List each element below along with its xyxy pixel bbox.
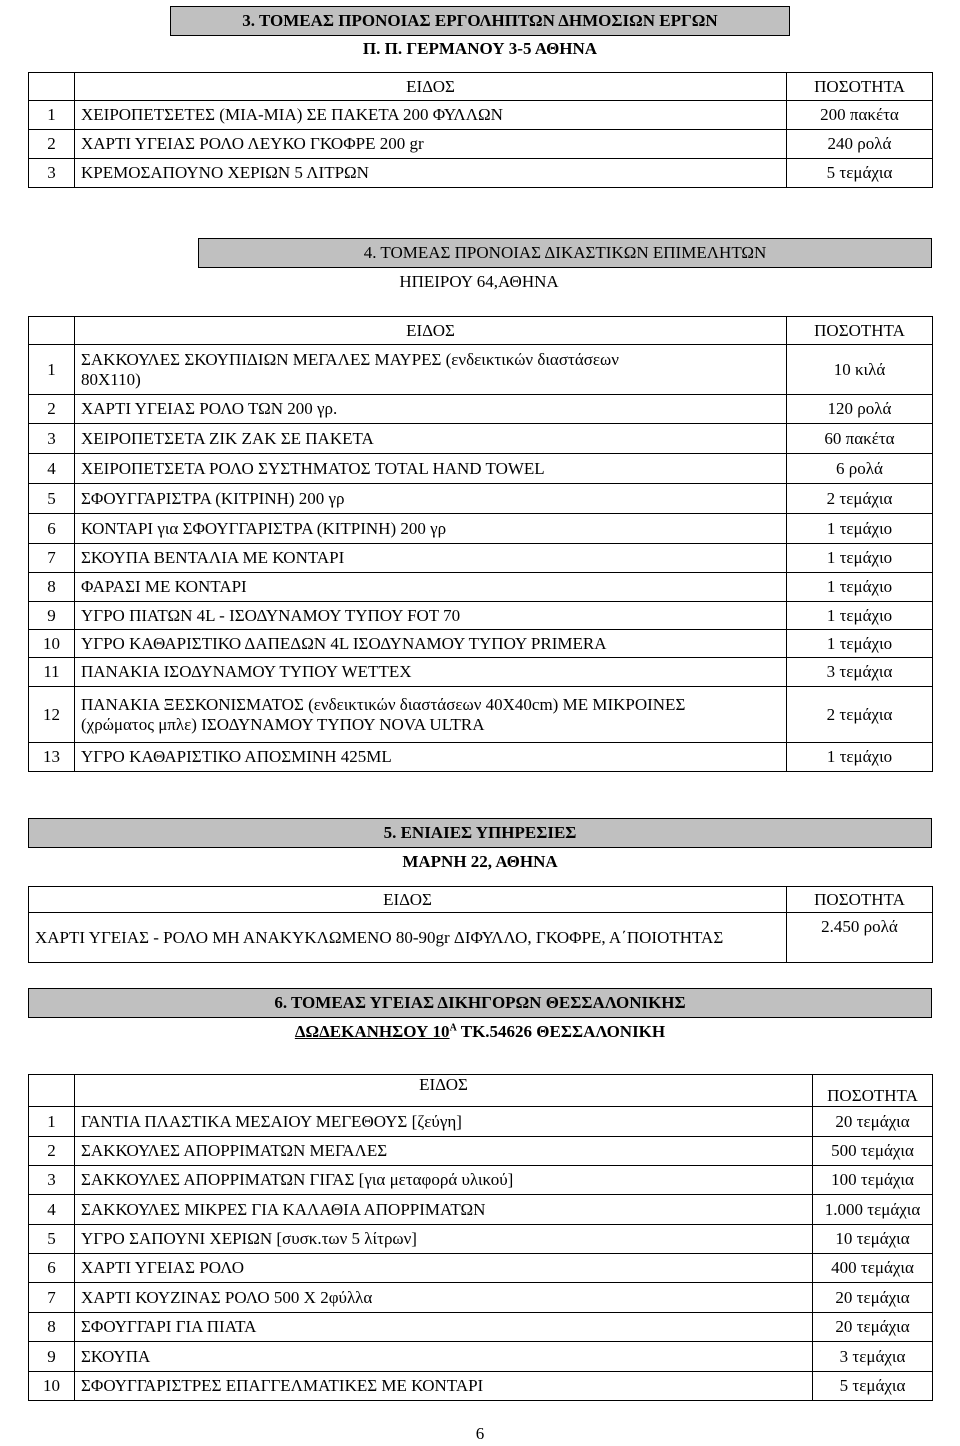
row-qty: 60 πακέτα <box>787 424 933 454</box>
table-row <box>29 130 933 159</box>
row-qty: 10 κιλά <box>787 345 933 395</box>
table-row <box>29 1107 933 1137</box>
row-number: 13 <box>29 743 75 772</box>
row-number: 7 <box>29 544 75 573</box>
row-qty: 1.000 τεμάχια <box>813 1195 933 1225</box>
table-row <box>29 743 933 772</box>
section-6-corner <box>29 1075 75 1107</box>
row-number: 2 <box>29 130 75 159</box>
row-number: 2 <box>29 1137 75 1166</box>
section-6-title: 6. ΤΟΜΕΑΣ ΥΓΕΙΑΣ ΔΙΚΗΓΟΡΩΝ ΘΕΣΣΑΛΟΝΙΚΗΣ <box>274 993 686 1012</box>
row-number: 3 <box>29 1166 75 1195</box>
section-5-table <box>28 886 933 963</box>
row-qty: 1 τεμάχιο <box>787 743 933 772</box>
row-item: ΧΑΡΤΙ ΥΓΕΙΑΣ ΡΟΛΟ ΛΕΥΚΟ ΓΚΟΦΡΕ 200 gr <box>75 130 787 159</box>
table-row <box>29 1372 933 1401</box>
section-4-title-bar <box>198 238 932 268</box>
table-row <box>29 1342 933 1372</box>
row-qty: 2 τεμάχια <box>787 484 933 514</box>
section-5-col-item: ΕΙΔΟΣ <box>29 887 787 913</box>
table-row <box>29 101 933 130</box>
section-3-title-bar <box>170 6 790 36</box>
table-row <box>29 1195 933 1225</box>
row-item: ΣΦΟΥΓΓΑΡΙΣΤΡΑ (ΚΙΤΡΙΝΗ) 200 γρ <box>75 484 787 514</box>
table-row <box>29 424 933 454</box>
row-item: ΧΕΙΡΟΠΕΤΣΕΤΑ ΖΙΚ ΖΑΚ ΣΕ ΠΑΚΕΤΑ <box>75 424 787 454</box>
row-qty: 2 τεμάχια <box>787 687 933 743</box>
row-number: 3 <box>29 424 75 454</box>
section-3-col-item: ΕΙΔΟΣ <box>75 73 787 101</box>
row-qty: 6 ρολά <box>787 454 933 484</box>
row-item: ΣΑΚΚΟΥΛΕΣ ΣΚΟΥΠΙΔΙΩΝ ΜΕΓΑΛΕΣ ΜΑΥΡΕΣ (ενδεικτικών διαστάσεων 80Χ110) <box>75 345 787 395</box>
row-item: ΧΑΡΤΙ ΥΓΕΙΑΣ - ΡΟΛΟ ΜΗ ΑΝΑΚΥΚΛΩΜΕΝΟ 80-90gr ΔΙΦΥΛΛΟ, ΓΚΟΦΡΕ, Α΄ΠΟΙΟΤΗΤΑΣ <box>29 913 787 963</box>
table-row <box>29 395 933 424</box>
row-number: 1 <box>29 1107 75 1137</box>
row-number: 5 <box>29 484 75 514</box>
section-3-title: 3. ΤΟΜΕΑΣ ΠΡΟΝΟΙΑΣ ΕΡΓΟΛΗΠΤΩΝ ΔΗΜΟΣΙΩΝ ΕΡΓΩΝ <box>242 11 718 30</box>
page-number: 6 <box>475 1424 485 1443</box>
row-qty: 120 ρολά <box>787 395 933 424</box>
row-number: 9 <box>29 602 75 630</box>
section-6-col-qty: ΠΟΣΟΤΗΤΑ <box>813 1075 933 1107</box>
section-5-title-bar <box>28 818 932 848</box>
table-row <box>29 1283 933 1313</box>
section-6-address-sup: Α <box>449 1022 457 1034</box>
section-3-address: Π. Π. ΓΕΡΜΑΝΟΥ 3-5 ΑΘΗΝΑ <box>362 39 598 58</box>
row-qty: 240 ρολά <box>787 130 933 159</box>
row-item: ΣΦΟΥΓΓΑΡΙΣΤΡΕΣ ΕΠΑΓΓΕΛΜΑΤΙΚΕΣ ΜΕ ΚΟΝΤΑΡΙ <box>75 1372 813 1401</box>
section-6-table <box>28 1074 933 1401</box>
row-item: ΣΑΚΚΟΥΛΕΣ ΑΠΟΡΡΙΜΑΤΩΝ ΓΙΓΑΣ [για μεταφορά υλικού] <box>75 1166 813 1195</box>
table-row <box>29 1225 933 1254</box>
row-number: 5 <box>29 1225 75 1254</box>
table-row <box>29 514 933 544</box>
row-item: ΦΑΡΑΣΙ ΜΕ ΚΟΝΤΑΡΙ <box>75 573 787 602</box>
row-qty: 1 τεμάχιο <box>787 602 933 630</box>
table-row <box>29 1254 933 1283</box>
section-6-address-street: ΔΩΔΕΚΑΝΗΣΟΥ 10 <box>294 1022 450 1041</box>
row-qty: 10 τεμάχια <box>813 1225 933 1254</box>
row-item: ΧΕΙΡΟΠΕΤΣΕΤΕΣ (ΜΙΑ-ΜΙΑ) ΣΕ ΠΑΚΕΤΑ 200 ΦΥΛΛΩΝ <box>75 101 787 130</box>
row-item: ΣΚΟΥΠΑ ΒΕΝΤΑΛΙΑ ΜΕ ΚΟΝΤΑΡΙ <box>75 544 787 573</box>
table-row <box>29 1313 933 1342</box>
row-qty: 1 τεμάχιο <box>787 544 933 573</box>
section-6-address <box>28 1020 932 1044</box>
section-5-title: 5. ΕΝΙΑΙΕΣ ΥΠΗΡΕΣΙΕΣ <box>383 823 577 842</box>
row-item: ΓΑΝΤΙΑ ΠΛΑΣΤΙΚΑ ΜΕΣΑΙΟΥ ΜΕΓΕΘΟΥΣ [ζεύγη] <box>75 1107 813 1137</box>
row-item: ΣΑΚΚΟΥΛΕΣ ΜΙΚΡΕΣ ΓΙΑ ΚΑΛΑΘΙΑ ΑΠΟΡΡΙΜΑΤΩΝ <box>75 1195 813 1225</box>
row-number: 12 <box>29 687 75 743</box>
row-item: ΣΚΟΥΠΑ <box>75 1342 813 1372</box>
row-qty: 3 τεμάχια <box>813 1342 933 1372</box>
row-qty: 3 τεμάχια <box>787 658 933 687</box>
table-row <box>29 454 933 484</box>
row-number: 10 <box>29 1372 75 1401</box>
row-item: ΥΓΡΟ ΚΑΘΑΡΙΣΤΙΚΟ ΔΑΠΕΔΩΝ 4L ΙΣΟΔΥΝΑΜΟΥ ΤΥΠΟΥ PRIMERA <box>75 630 787 658</box>
row-item: ΥΓΡΟ ΣΑΠΟΥΝΙ ΧΕΡΙΩΝ [συσκ.των 5 λίτρων] <box>75 1225 813 1254</box>
section-4-title: 4. ΤΟΜΕΑΣ ΠΡΟΝΟΙΑΣ ΔΙΚΑΣΤΙΚΩΝ ΕΠΙΜΕΛΗΤΩΝ <box>363 243 767 262</box>
section-5-address: ΜΑΡΝΗ 22, ΑΘΗΝΑ <box>402 852 558 871</box>
table-row <box>29 602 933 630</box>
table-row <box>29 345 933 395</box>
table-row <box>29 1166 933 1195</box>
row-item: ΚΡΕΜΟΣΑΠΟΥΝΟ ΧΕΡΙΩΝ 5 ΛΙΤΡΩΝ <box>75 159 787 188</box>
section-4-col-qty: ΠΟΣΟΤΗΤΑ <box>787 317 933 345</box>
row-number: 1 <box>29 101 75 130</box>
section-4-table <box>28 316 933 772</box>
table-row <box>29 573 933 602</box>
table-row <box>29 687 933 743</box>
row-number: 4 <box>29 454 75 484</box>
row-qty: 2.450 ρολά <box>787 913 933 963</box>
section-4-address: ΗΠΕΙΡΟΥ 64,ΑΘΗΝΑ <box>399 272 559 291</box>
row-qty: 100 τεμάχια <box>813 1166 933 1195</box>
row-item: ΥΓΡΟ ΠΙΑΤΩΝ 4L - ΙΣΟΔΥΝΑΜΟΥ ΤΥΠΟΥ FOT 70 <box>75 602 787 630</box>
row-item: ΠΑΝΑΚΙΑ ΞΕΣΚΟΝΙΣΜΑΤΟΣ (ενδεικτικών διαστάσεων 40Χ40cm) ΜΕ ΜΙΚΡΟΙΝΕΣ (χρώματος μπλε) ΙΣΟΔΥΝΑΜΟΥ ΤΥΠΟΥ NOVA ULTRA <box>75 687 787 743</box>
row-qty: 20 τεμάχια <box>813 1107 933 1137</box>
section-6-address-city: ΤΚ.54626 ΘΕΣΣΑΛΟΝΙΚΗ <box>456 1022 666 1041</box>
section-3-table <box>28 72 933 188</box>
row-number: 2 <box>29 395 75 424</box>
row-number: 8 <box>29 1313 75 1342</box>
row-item: ΚΟΝΤΑΡΙ για ΣΦΟΥΓΓΑΡΙΣΤΡΑ (ΚΙΤΡΙΝΗ) 200 γρ <box>75 514 787 544</box>
table-row <box>29 544 933 573</box>
row-qty: 500 τεμάχια <box>813 1137 933 1166</box>
row-qty: 1 τεμάχιο <box>787 573 933 602</box>
table-row <box>29 484 933 514</box>
row-number: 8 <box>29 573 75 602</box>
row-number: 4 <box>29 1195 75 1225</box>
row-qty: 400 τεμάχια <box>813 1254 933 1283</box>
row-number: 10 <box>29 630 75 658</box>
row-qty: 20 τεμάχια <box>813 1313 933 1342</box>
row-number: 7 <box>29 1283 75 1313</box>
row-item: ΥΓΡΟ ΚΑΘΑΡΙΣΤΙΚΟ ΑΠΟΣΜΙΝΗ 425ML <box>75 743 787 772</box>
row-qty: 1 τεμάχιο <box>787 514 933 544</box>
row-number: 6 <box>29 1254 75 1283</box>
section-3-col-qty: ΠΟΣΟΤΗΤΑ <box>787 73 933 101</box>
row-qty: 200 πακέτα <box>787 101 933 130</box>
section-4-corner <box>29 317 75 345</box>
row-item: ΣΦΟΥΓΓΑΡΙ ΓΙΑ ΠΙΑΤΑ <box>75 1313 813 1342</box>
section-4-col-item: ΕΙΔΟΣ <box>75 317 787 345</box>
row-item: ΣΑΚΚΟΥΛΕΣ ΑΠΟΡΡΙΜΑΤΩΝ ΜΕΓΑΛΕΣ <box>75 1137 813 1166</box>
table-row <box>29 658 933 687</box>
row-item: ΧΑΡΤΙ ΥΓΕΙΑΣ ΡΟΛΟ ΤΩΝ 200 γρ. <box>75 395 787 424</box>
row-qty: 1 τεμάχιο <box>787 630 933 658</box>
section-6-col-item: ΕΙΔΟΣ <box>75 1075 813 1107</box>
table-row <box>29 1137 933 1166</box>
row-qty: 20 τεμάχια <box>813 1283 933 1313</box>
row-number: 9 <box>29 1342 75 1372</box>
table-row <box>29 159 933 188</box>
row-number: 3 <box>29 159 75 188</box>
row-item: ΧΑΡΤΙ ΥΓΕΙΑΣ ΡΟΛΟ <box>75 1254 813 1283</box>
table-row <box>29 913 933 963</box>
row-number: 1 <box>29 345 75 395</box>
row-qty: 5 τεμάχια <box>813 1372 933 1401</box>
section-3-corner <box>29 73 75 101</box>
row-item: ΧΕΙΡΟΠΕΤΣΕΤΑ ΡΟΛΟ ΣΥΣΤΗΜΑΤΟΣ TOTAL HAND TOWEL <box>75 454 787 484</box>
table-row <box>29 630 933 658</box>
row-item: ΧΑΡΤΙ ΚΟΥΖΙΝΑΣ ΡΟΛΟ 500 Χ 2φύλλα <box>75 1283 813 1313</box>
row-number: 6 <box>29 514 75 544</box>
row-qty: 5 τεμάχια <box>787 159 933 188</box>
row-number: 11 <box>29 658 75 687</box>
section-6-title-bar <box>28 988 932 1018</box>
row-item: ΠΑΝΑΚΙΑ ΙΣΟΔΥΝΑΜΟΥ ΤΥΠΟΥ WETTEX <box>75 658 787 687</box>
section-5-col-qty: ΠΟΣΟΤΗΤΑ <box>787 887 933 913</box>
